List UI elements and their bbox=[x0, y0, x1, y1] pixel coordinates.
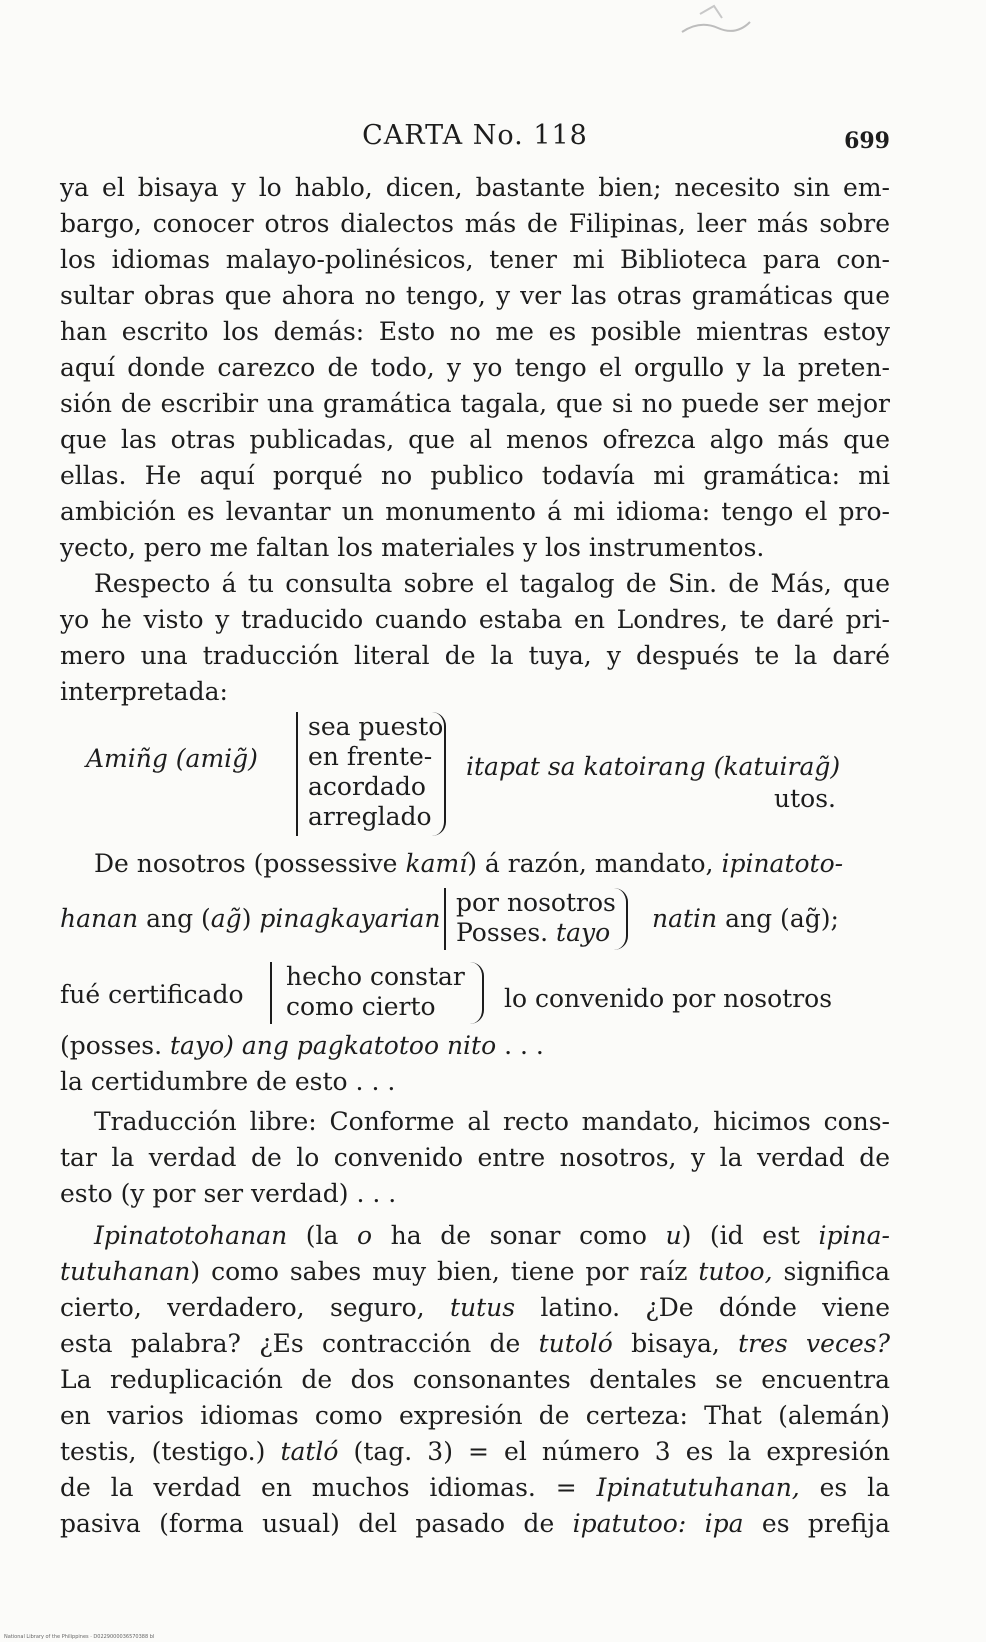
text-span: ) (id est bbox=[681, 1221, 819, 1250]
page-header bbox=[60, 120, 890, 160]
text-line: yecto, pero me faltan los materiales y los instrumentos. bbox=[60, 533, 765, 562]
options-bracket bbox=[444, 888, 628, 950]
text-line: en varios idiomas como expresión de certeza: That (alemán) bbox=[60, 1401, 890, 1430]
text-span: ang ( bbox=[138, 904, 211, 933]
italic-word: pinagkayarian bbox=[259, 904, 441, 933]
text-line: han escrito los demás: Esto no me es posible mientras estoy bbox=[60, 317, 890, 346]
text-span: testis, (testigo.) bbox=[60, 1437, 281, 1466]
text-line bbox=[60, 1470, 890, 1506]
text-line: sión de escribir una gramática tagala, que si no puede ser mejor bbox=[60, 389, 890, 418]
tagalog-phrase: itapat sa katoirang (katuirag̃) bbox=[466, 752, 841, 781]
italic-word: Ipinatutuhanan, bbox=[596, 1473, 800, 1502]
italic-word: kamí bbox=[405, 849, 468, 878]
text-line bbox=[60, 1326, 890, 1362]
text-line: Traducción libre: Conforme al recto mandato, hicimos cons- bbox=[94, 1107, 890, 1136]
text-span: cierto, verdadero, seguro, bbox=[60, 1293, 450, 1322]
text-span: de la verdad en muchos idiomas. = bbox=[60, 1473, 597, 1502]
italic-word: natin bbox=[652, 904, 718, 933]
text-line: bargo, conocer otros dialectos más de Filipinas, leer más sobre bbox=[60, 209, 890, 238]
text-span: ) á razón, mandato, bbox=[467, 849, 722, 878]
scan-footer: National Library of the Philippines · D0229000036570388 bl bbox=[4, 1634, 155, 1640]
italic-word: tutoló bbox=[538, 1329, 613, 1358]
text-line: esto (y por ser verdad) . . . bbox=[60, 1179, 397, 1208]
gloss: utos. bbox=[774, 784, 836, 813]
option: como cierto bbox=[286, 992, 436, 1021]
text-span: latino. ¿De dónde viene bbox=[515, 1293, 890, 1322]
tagalog-word: Amiñg (amig̃) bbox=[86, 744, 258, 773]
text-span: significa bbox=[772, 1257, 890, 1286]
options-bracket bbox=[270, 962, 484, 1024]
option: sea puesto bbox=[308, 712, 444, 741]
text-span: ) como sabes muy bien, tiene por raíz bbox=[190, 1257, 699, 1286]
corner-mark bbox=[680, 2, 770, 42]
italic-word: ipinatoto- bbox=[721, 849, 844, 878]
text-line: Respecto á tu consulta sobre el tagalog de Sin. de Más, que bbox=[94, 569, 890, 598]
text-line bbox=[60, 1254, 890, 1290]
page-title: CARTA No. 118 bbox=[362, 120, 588, 151]
italic-word: o bbox=[357, 1221, 373, 1250]
text-line bbox=[60, 1506, 890, 1542]
text-line: mero una traducción literal de la tuya, y después te la daré bbox=[60, 641, 890, 670]
italic-word: tutus bbox=[449, 1293, 516, 1322]
text-line: los idiomas malayo-polinésicos, tener mi Biblioteca para con- bbox=[60, 245, 890, 274]
italic-word: ipina- bbox=[818, 1221, 890, 1250]
text-span: (posses. bbox=[60, 1031, 170, 1060]
page-number: 699 bbox=[844, 128, 890, 154]
italic-word: u bbox=[665, 1221, 682, 1250]
text-line bbox=[60, 1290, 890, 1326]
option: hecho constar bbox=[286, 962, 465, 991]
options-bracket bbox=[296, 712, 446, 836]
text-line: tar la verdad de lo convenido entre nosotros, y la verdad de bbox=[60, 1143, 890, 1172]
option: arreglado bbox=[308, 802, 432, 831]
text-span: (la bbox=[287, 1221, 358, 1250]
text-span: ang (ag̃); bbox=[717, 904, 839, 933]
option: en frente- bbox=[308, 742, 433, 771]
text-span: ) bbox=[241, 904, 260, 933]
italic-word: tayo bbox=[556, 918, 611, 947]
text-span: es prefija bbox=[743, 1509, 890, 1538]
text-line: aquí donde carezco de todo, y yo tengo el orgullo y la preten- bbox=[60, 353, 890, 382]
italic-word: hanan bbox=[60, 904, 139, 933]
italic-word: ipatutoo: ipa bbox=[572, 1509, 744, 1538]
italic-word: ag̃ bbox=[210, 904, 242, 933]
italic-word: tatló bbox=[280, 1437, 339, 1466]
option bbox=[456, 918, 610, 948]
text-line: ellas. He aquí porqué no publico todavía mi gramática: mi bbox=[60, 461, 890, 490]
italic-word: tres veces? bbox=[738, 1329, 890, 1358]
text-line: La reduplicación de dos consonantes dentales se encuentra bbox=[60, 1365, 890, 1394]
text-line: lo convenido por nosotros bbox=[504, 984, 833, 1013]
text-line: que las otras publicadas, que al menos ofrezca algo más que bbox=[60, 425, 890, 454]
text-span: (tag. 3) = el número 3 es la expresión bbox=[338, 1437, 890, 1466]
text-line: ya el bisaya y lo hablo, dicen, bastante bien; necesito sin em- bbox=[60, 173, 890, 202]
text-line bbox=[652, 904, 839, 934]
text-line bbox=[94, 846, 890, 882]
text-line bbox=[60, 1028, 890, 1064]
text-span: es la bbox=[799, 1473, 890, 1502]
text-line: sultar obras que ahora no tengo, y ver las otras gramáticas que bbox=[60, 281, 890, 310]
text-line bbox=[94, 1218, 890, 1254]
text-span: pasiva (forma usual) del pasado de bbox=[60, 1509, 573, 1538]
text-span: esta palabra? ¿Es contracción de bbox=[60, 1329, 539, 1358]
text-span: bisaya, bbox=[612, 1329, 739, 1358]
text-span: Posses. bbox=[456, 918, 557, 947]
italic-word: Ipinatotohanan bbox=[94, 1221, 288, 1250]
text-line: interpretada: bbox=[60, 677, 228, 706]
italic-word: tayo) ang pagkatotoo nito bbox=[170, 1031, 497, 1060]
text-line: ambición es levantar un monumento á mi idioma: tengo el pro- bbox=[60, 497, 890, 526]
text-line bbox=[60, 904, 440, 934]
text-line: la certidumbre de esto . . . bbox=[60, 1067, 396, 1096]
option: acordado bbox=[308, 772, 426, 801]
text-span: De nosotros (possessive bbox=[94, 849, 406, 878]
text-line: yo he visto y traducido cuando estaba en Londres, te daré pri- bbox=[60, 605, 890, 634]
text-line bbox=[60, 1434, 890, 1470]
italic-word: tutoo, bbox=[698, 1257, 773, 1286]
text-span: ha de sonar como bbox=[372, 1221, 666, 1250]
option: por nosotros bbox=[456, 888, 616, 917]
text-span: . . . bbox=[496, 1031, 544, 1060]
italic-word: tutuhanan bbox=[60, 1257, 191, 1286]
text-line: fué certificado bbox=[60, 980, 244, 1009]
